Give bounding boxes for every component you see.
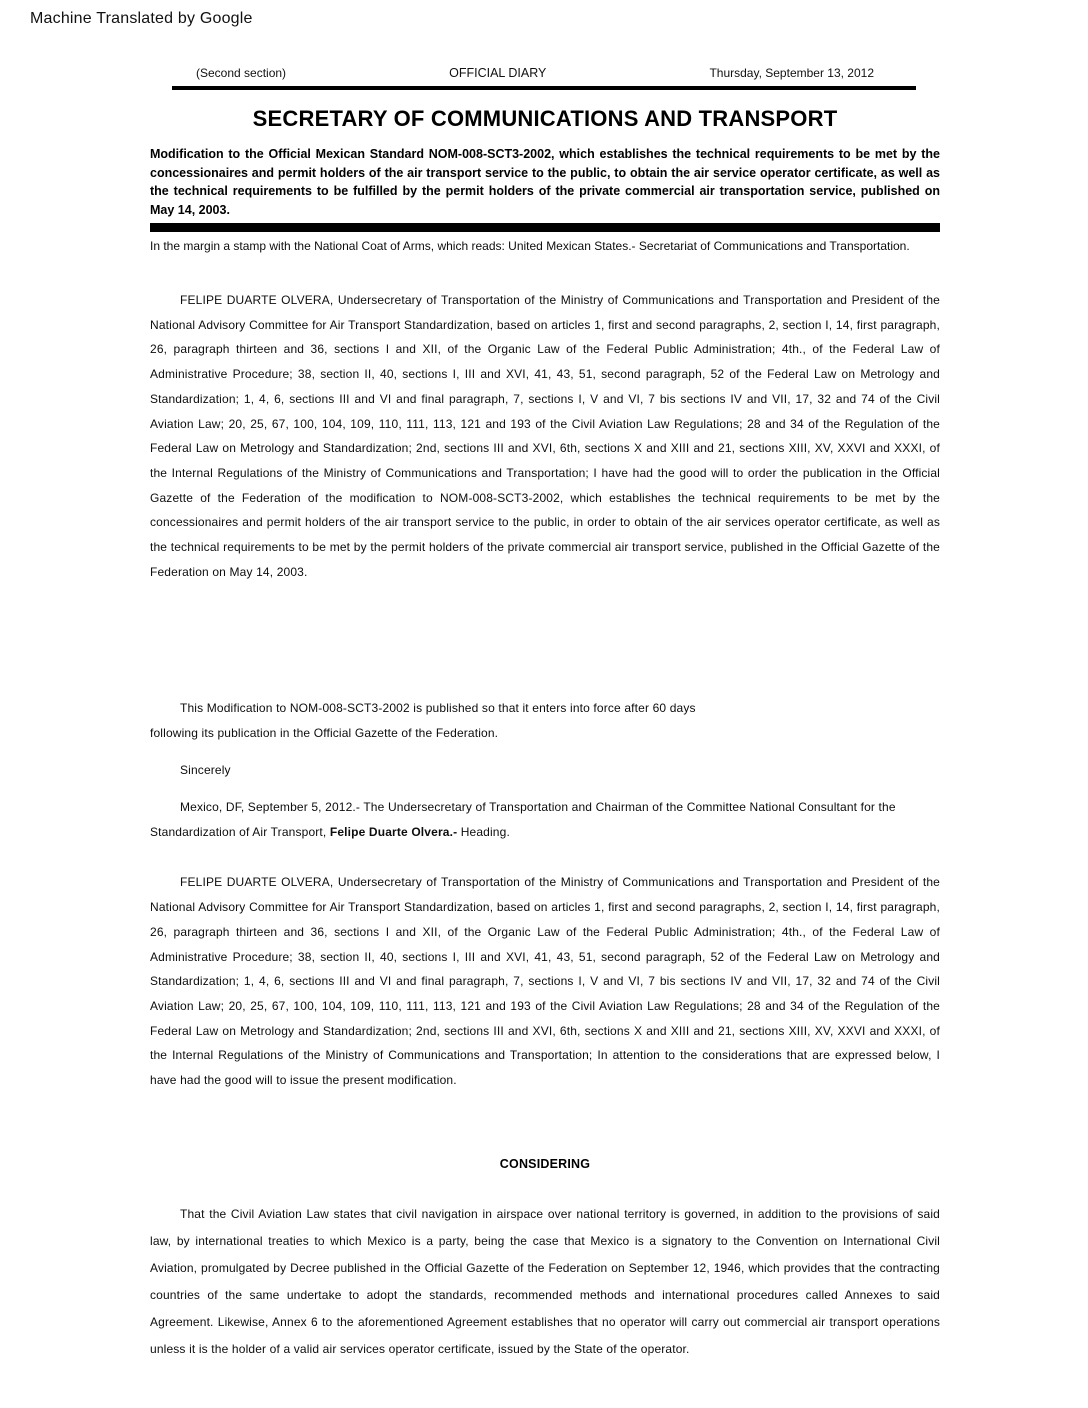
considering-paragraph: That the Civil Aviation Law states that civil navigation in airspace over national territory is governed, in addition to the provisions of said law, by international treaties to which Mexico is a party, being the case that Mexico is a signatory to the Convention on International Civil Aviation, promulgated by Decree published in the Official Gazette of the Federation on September 12, 1946, which provides that the contracting countries of the same undertake to adopt the standards, recommended methods and international procedures called Annexes to said Agreement. Likewise, Annex 6 to the aforementioned Agreement establishes that no operator will carry out commercial air transport operations unless it is the holder of a valid air services operator certificate, issued by the State of the operator. [150,1206,940,1356]
machine-translated-banner: Machine Translated by Google [30,10,253,27]
signatory-name: Felipe Duarte Olvera.- [329,825,458,840]
document-page [150,60,940,1363]
header-rule [172,86,916,90]
stamp-note: In the margin a stamp with the National Coat of Arms, which reads: United Mexican States.- Secretariat of Communications and Transportation. [150,239,910,253]
journal-name: OFFICIAL DIARY [449,66,547,80]
sincerely-label: Sincerely [180,763,231,778]
summary-paragraph: Modification to the Official Mexican Standard NOM-008-SCT3-2002, which establishes the technical requirements to be met by the concessionaires and permit holders of the air transport service to the public, to obtain the air service operator certificate, as well as the technical requirements to be fulfilled by the permit holders of the private commercial air transportation service, published on May 14, 2003. [150,147,940,217]
considering-heading: CONSIDERING [499,1156,591,1171]
effective-note-line-1: This Modification to NOM-008-SCT3-2002 is published so that it enters into force after 60 days [180,701,696,716]
section-divider-bar [150,223,940,232]
body-paragraph-1: FELIPE DUARTE OLVERA, Undersecretary of Transportation of the Ministry of Communications and Transportation and President of the National Advisory Committee for Air Transport Standardization, based on articles 1, first and second paragraphs, 2, section I, 14, first paragraph, 26, paragraph thirteen and 36, sections I and XII, of the Organic Law of the Federal Public Administration; 4th., of the Federal Law of Administrative Procedure; 38, section II, 40, sections I, III and XVI, 41, 43, 51, second paragraph, 52 of the Federal Law on Metrology and Standardization; 1, 4, 6, sections III and VI and final paragraph, 7, sections I, V and VI, 7 bis sections IV and VII, 17, 32 and 74 of the Civil Aviation Law; 20, 25, 67, 100, 104, 109, 110, 111, 113, 121 and 193 of the Civil Aviation Law Regulations; 28 and 34 of the Regulation of the Federal Law on Metrology and Standardization; 2nd, sections III and XVI, 6th, sections X and XIII and 21, sections XIII, XV, XXVI and XXXI, of the Internal Regulations of the Ministry of Communications and Transportation; I have had the good will to order the publication in the Official Gazette of the Federation of the modification to NOM-008-SCT3-2002, which establishes the technical requirements to be met by the concessionaires and permit holders of the air transport service to the public, in order to obtain of the air services operator certificate, as well as the technical requirements to be met by the permit holders of the private commercial air transport service, published in the Official Gazette of the Federation on May 14, 2003. [150,293,940,579]
section-label: (Second section) [196,66,287,80]
body-paragraph-2: FELIPE DUARTE OLVERA, Undersecretary of Transportation of the Ministry of Communications and Transportation and President of the National Advisory Committee for Air Transport Standardization, based on articles 1, first and second paragraphs, 2, section I, 14, first paragraph, 26, paragraph thirteen and 36, sections I and XII, of the Organic Law of the Federal Public Administration; 4th., of the Federal Law of Administrative Procedure; 38, section II, 40, sections I, III and XVI, 41, 43, 51, second paragraph, 52 of the Federal Law on Metrology and Standardization; 1, 4, 6, sections III and VI and final paragraph, 7, sections I, V and VI, 7 bis sections IV and VII, 17, 32 and 74 of the Civil Aviation Law; 20, 25, 67, 100, 104, 109, 110, 111, 113, 121 and 193 of the Civil Aviation Law Regulations; 28 and 34 of the Regulation of the Federal Law on Metrology and Standardization; 2nd, sections III and XVI, 6th, sections X and XIII and 21, sections XIII, XV, XXVI and XXXI, of the Internal Regulations of the Ministry of Communications and Transportation; In attention to the considerations that are expressed below, I have had the good will to issue the present modification. [150,875,940,1088]
page-title: SECRETARY OF COMMUNICATIONS AND TRANSPORT [252,106,838,131]
signature-paragraph [150,795,940,845]
effective-note [150,696,940,746]
page-header [150,60,940,80]
date-label: Thursday, September 13, 2012 [709,66,874,80]
effective-note-line-2: following its publication in the Official Gazette of the Federation. [150,726,499,741]
signature-prefix: Mexico, DF, September 5, 2012.- The Undersecretary of Transportation and Chairman of the Committee National Consultant for the Standardization of Air Transport, [150,800,896,840]
signature-suffix: Heading. [457,825,510,840]
